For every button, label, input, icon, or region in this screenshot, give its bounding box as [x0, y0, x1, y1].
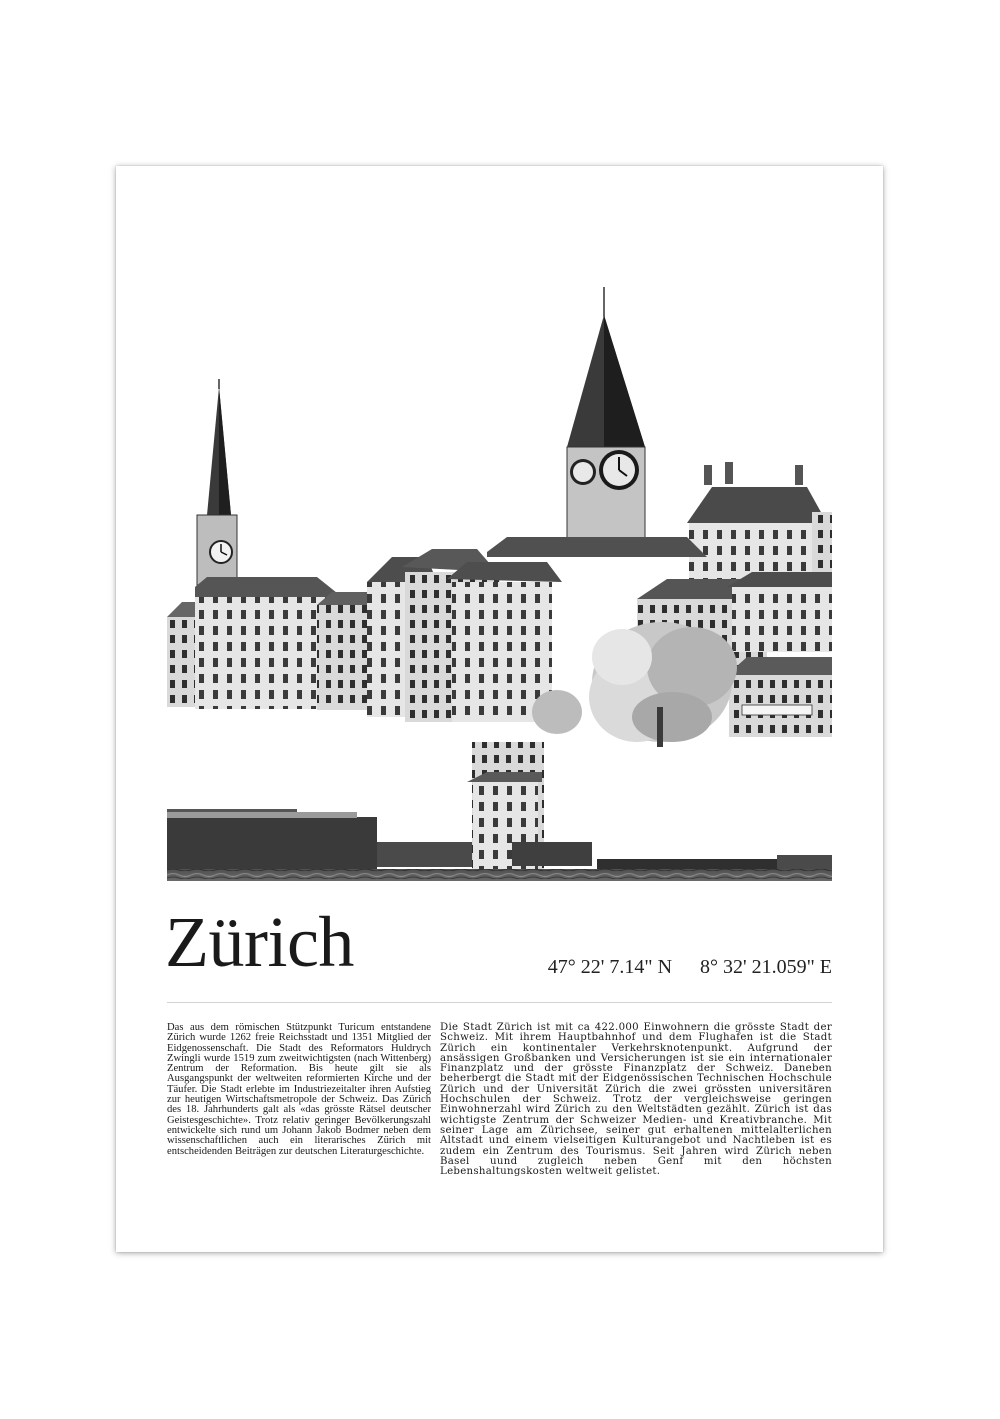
history-text: Das aus dem römischen Stützpunkt Turicum entstandene Zürich wurde 1262 freie Reichsstadt und 1351 Mitglied der Eidgenossenschaft. Die Stadt des Reformators Huldrych Zwingli wurde 1519 zum zweitwichtigsten (nach Wittenberg) Zentrum der Reformation. Bis heute gilt sie als Ausgangspunkt der weltweiten reformierten Kirche und der Täufer. Die Stadt erlebte im Industriezeitalter ihren Aufstieg zur heutigen Wirtschaftsmetropole der Schweiz. Das Zürich des 18. Jahrhunderts galt als «das grösste Rätsel deutscher Geistesgeschichte». Trotz relativ geringer Bevölkerungszahl entwickelte sich rund um Johann Jakob Bodmer neben dem wissenschaftlichen auch ein literarisches Zürich mit entscheidenden Beiträgen zur deutschen Literaturgeschichte. [167, 1022, 431, 1157]
lake-water [167, 869, 832, 881]
longitude: 8° 32' 21.059" E [700, 956, 832, 978]
city-facts-text: Die Stadt Zürich ist mit ca 422.000 Einwohnern die grösste Stadt der Schweiz. Mit ihrem Hauptbahnhof und dem Flughafen ist die Stadt Zürich ein kontinentaler Verkehrsknotenpunkt. Aufgrund der ansässigen Großbanken und Versicherungen ist sie ein internationaler Finanzplatz und der grösste Finanzplatz der Schweiz. Daneben beherbergt die Stadt mit der Eidgenössischen Technischen Hochschule Zürich und der Universität Zürich die zwei grössten universitären Hochschulen der Schweiz. Trotz der vergleichsweise geringen Einwohnerzahl wird Zürich zu den Weltstädten gezählt. Zürich ist das wichtigste Zentrum der Schweizer Medien- und Kreativbranche. Mit seiner Lage am Zürichsee, seiner gut erhaltenen mittelalterlichen Altstadt und einem vielseitigen Kulturangebot und Nachtleben ist es zudem ein Zentrum des Tourismus. Seit Jahren wird Zürich neben Basel uund zugleich neben Genf mit den höchsten Lebenshaltungskosten weltweit gelistet. [440, 1022, 832, 1178]
latitude: 47° 22' 7.14" N [547, 956, 673, 978]
poster [116, 166, 883, 1252]
coordinates [548, 956, 832, 979]
city-photo [167, 287, 832, 881]
city-title: Zürich [165, 902, 354, 982]
divider [167, 1002, 832, 1003]
